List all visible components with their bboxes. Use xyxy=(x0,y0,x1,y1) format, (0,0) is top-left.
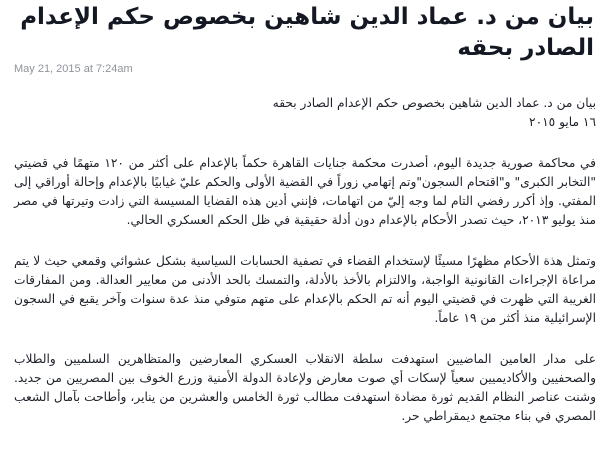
statement-heading: بيان من د. عماد الدين شاهين بخصوص حكم الإعدام الصادر بحقه xyxy=(272,96,596,110)
post-title: بيان من د. عماد الدين شاهين بخصوص حكم الإعدام الصادر بحقه xyxy=(20,4,594,61)
statement-date: ١٦ مايو ٢٠١٥ xyxy=(529,115,596,129)
post-timestamp-link[interactable]: May 21, 2015 at 7:24am xyxy=(14,63,133,75)
paragraph-2: وتمثل هذة الأحكام مظهرًا مسيئًا لإستخدام القضاء في تصفية الحسابات السياسية بشكل عشوائي وقمعي حيث لا يتم مراعاة الإجراءات القانونية الواجبة، والالتزام بالأخذ بالأدلة، والتمسك بالحد الأدنى من معايير العدالة. ومن المفارقات الغريبة التي ظهرت في قضيتي اليوم أنه تم الحكم بالإعدام على متهم متوفي منذ عدة سنوات وآخر يقبع في السجون الإسرائيلية منذ أكثر من ١٩ عاماً. xyxy=(14,254,596,325)
statement-header xyxy=(14,94,596,132)
paragraph-1: في محاكمة صورية جديدة اليوم، أصدرت محكمة جنايات القاهرة حكماً بالإعدام على أكثر من ١٢٠ متهمًا في قضيتي "التخابر الكبرى" و"اقتحام السجون"وتم إتهامي زوراً في القضية الأولى والحكم عليّ غيابيًا بالإعدام وإحالة أوراقي إلى المفتي. وإذ أكرر رفضي التام لما وجه إليّ من اتهامات، فإنني أدين هذه القضايا المسيسة التي زادت وتيرتها في مصر منذ يوليو ٢٠١٣، حيث تصدر الأحكام بالإعدام دون أدلة حقيقية في ظل الحكم العسكري الحالي. xyxy=(14,156,596,227)
post-body xyxy=(0,94,608,426)
paragraph-3: على مدار العامين الماضيين استهدفت سلطة الانقلاب العسكري المعارضين والمتظاهرين السلميين والطلاب والصحفيين والأكاديميين سعياً لإسكات أي صوت معارض ولإعادة الدولة الأمنية وزرع الخوف بين المصريين من جديد. وشنت عناصر النظام القديم ثورة مضادة استهدفت مطالب ثورة الخامس والعشرين من يناير، وأطاحت بآمال الشعب المصري في بناء مجتمع ديمقراطي حر. xyxy=(14,352,596,423)
